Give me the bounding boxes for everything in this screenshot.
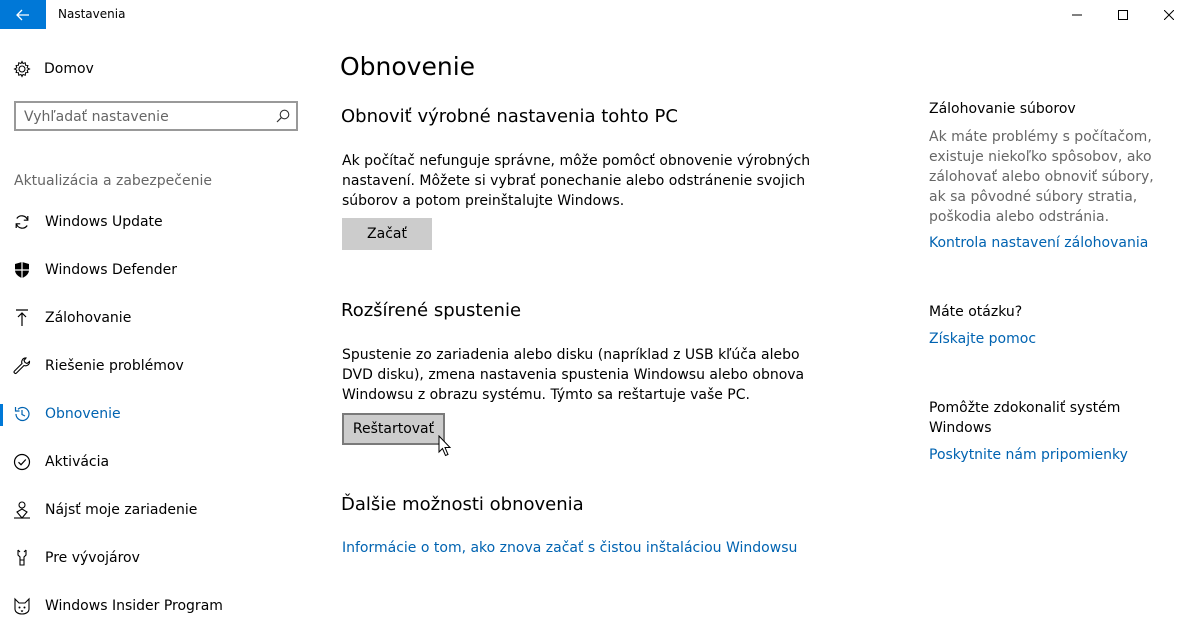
close-icon [1164,10,1174,20]
restart-now-button[interactable]: Reštartovať [342,413,445,445]
fresh-start-link[interactable]: Informácie o tom, ako znova začať s čistou inštaláciou Windowsu [342,540,798,556]
home-link[interactable] [13,60,94,78]
sidebar-item-label: Pre vývojárov [45,550,140,566]
search-icon [276,109,290,123]
sidebar-item-aktivacia[interactable] [0,439,320,485]
history-icon [13,405,31,423]
close-button[interactable] [1146,0,1187,29]
shield-icon [13,261,31,279]
sync-icon [13,213,31,231]
sidebar-item-label: Nájsť moje zariadenie [45,502,198,518]
sidebar-item-label: Obnovenie [45,406,121,422]
reset-heading: Obnoviť výrobné nastavenia tohto PC [341,106,678,127]
sidebar-item-windows-update[interactable] [0,199,320,245]
sidebar-item-label: Windows Insider Program [45,598,223,614]
check-circle-icon [13,453,31,471]
search-box[interactable] [14,101,298,131]
advanced-startup-heading: Rozšírené spustenie [341,300,522,321]
feedback-link[interactable]: Poskytnite nám pripomienky [929,447,1128,463]
mouse-cursor-icon [438,435,452,457]
back-arrow-icon [16,9,30,21]
person-location-icon [13,501,31,519]
title-bar [0,0,1187,29]
backup-description: Ak máte problémy s počítačom, existuje niekoľko spôsobov, ako zálohovať alebo obnoviť súbory, ak sa pôvodné súbory stratia, poškodia alebo odstránia. [929,129,1154,225]
minimize-button[interactable] [1054,0,1100,29]
sidebar-item-obnovenie[interactable] [0,391,320,437]
maximize-icon [1118,10,1128,20]
insider-cat-icon [13,597,31,615]
sidebar-item-pre-vyvojarov[interactable] [0,535,320,581]
more-recovery-heading: Ďalšie možnosti obnovenia [341,494,584,515]
backup-heading: Zálohovanie súborov [929,101,1076,117]
question-heading: Máte otázku? [929,304,1023,320]
page-title: Obnovenie [340,52,476,81]
advanced-startup-description: Spustenie zo zariadenia alebo disku (napríklad z USB kľúča alebo DVD disku), zmena nastavenia spustenia Windowsu alebo obnova Windowsu z obrazu systému. Týmto sa reštartuje vaše PC. [342,347,805,403]
window-title: Nastavenia [58,7,126,21]
sidebar-item-najst-zariadenie[interactable] [0,487,320,533]
maximize-button[interactable] [1100,0,1146,29]
sidebar-item-windows-defender[interactable] [0,247,320,293]
wrench-icon [13,357,31,375]
sidebar-item-label: Aktivácia [45,454,110,470]
sidebar-item-label: Windows Update [45,214,163,230]
minimize-icon [1072,10,1082,20]
get-help-link[interactable]: Získajte pomoc [929,331,1037,347]
sidebar-item-zalohovanie[interactable] [0,295,320,341]
start-reset-button[interactable]: Začať [342,218,432,250]
gear-icon [13,60,31,78]
back-button[interactable] [0,0,46,29]
sidebar-item-riesenie-problemov[interactable] [0,343,320,389]
section-label: Aktualizácia a zabezpečenie [14,173,212,189]
sidebar-item-label: Windows Defender [45,262,178,278]
reset-description: Ak počítač nefunguje správne, môže pomôcť obnovenie výrobných nastavení. Môžete si vybrať ponechanie alebo odstránenie svojich súborov a potom preinštalujte Windows. [342,153,811,209]
sidebar-item-label: Riešenie problémov [45,358,184,374]
sidebar-item-label: Zálohovanie [45,310,132,326]
backup-arrow-icon [13,309,31,327]
developer-tools-icon [13,549,31,567]
home-label: Domov [44,61,94,77]
search-input[interactable] [24,108,264,126]
backup-settings-link[interactable]: Kontrola nastavení zálohovania [929,235,1149,251]
improve-heading: Pomôžte zdokonaliť systém Windows [929,400,1121,436]
sidebar-item-windows-insider[interactable] [0,583,320,629]
